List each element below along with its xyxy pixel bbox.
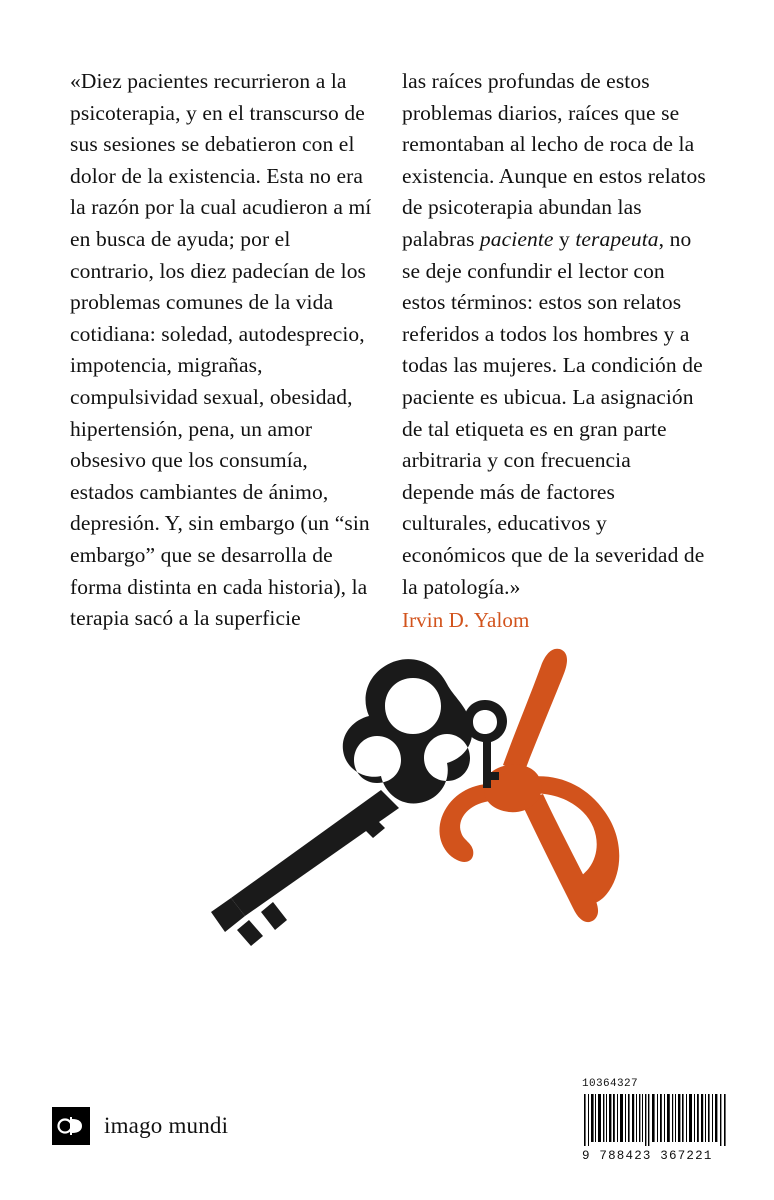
blurb-text-right-part3: , no se deje confundir el lector con estos términos: estos son relatos referidos a todos los hombres y a todas las mujeres. La condición de paciente es ubicua. La asignación de tal etiqueta es en gran parte arbitraria y con frecuencia depende más de factores culturales, educativos y económicos que de la severidad de la patología.» — [402, 226, 705, 599]
blurb-text-right-part1: las raíces profundas de estos problemas diarios, raíces que se remontaban al lecho de roca de la existencia. Aunque en estos relatos de psicoterapia abundan las palabras — [402, 69, 706, 251]
imago-mundi-logo-icon — [52, 1107, 90, 1145]
blurb-text-left: «Diez pacientes recurrieron a la psicoterapia, y en el transcurso de sus sesiones se debatieron con el dolor de la existencia. Esta no era la razón por la cual acudieron a mí en busca de ayuda; por el contrario, los diez padecían de los problemas comunes de la vida cotidiana: soledad, autodesprecio, impotencia, migrañas, compulsividad sexual, obesidad, hipertensión, pena, un amor obsesivo que los consumía, estados cambiantes de ánimo, depresión. Y, sin embargo (un “sin embargo” que se desarrolla de forma distinta en cada historia), la terapia sacó a la superficie — [70, 69, 372, 631]
blurb-text-right-part2: y — [553, 226, 576, 251]
blurb — [70, 66, 706, 637]
keys-with-orange-ribbon-illustration — [185, 640, 655, 950]
barcode-image — [582, 1092, 728, 1148]
imprint-name: imago mundi — [104, 1113, 229, 1138]
blurb-italic-paciente: paciente — [479, 226, 554, 251]
ribbon-shape — [439, 649, 619, 922]
imprint — [52, 1107, 228, 1145]
barcode-top-number: 10364327 — [582, 1078, 639, 1090]
blurb-text-right — [402, 66, 706, 603]
barcode-isbn-digits: 9 788423 367221 — [582, 1149, 713, 1163]
blurb-author: Irvin D. Yalom — [402, 608, 530, 633]
key-large-shape — [211, 659, 472, 946]
blurb-italic-terapeuta: terapeuta — [575, 226, 659, 251]
blurb-column-right — [402, 66, 706, 637]
blurb-column-left — [70, 66, 374, 637]
barcode-block — [582, 1078, 728, 1163]
